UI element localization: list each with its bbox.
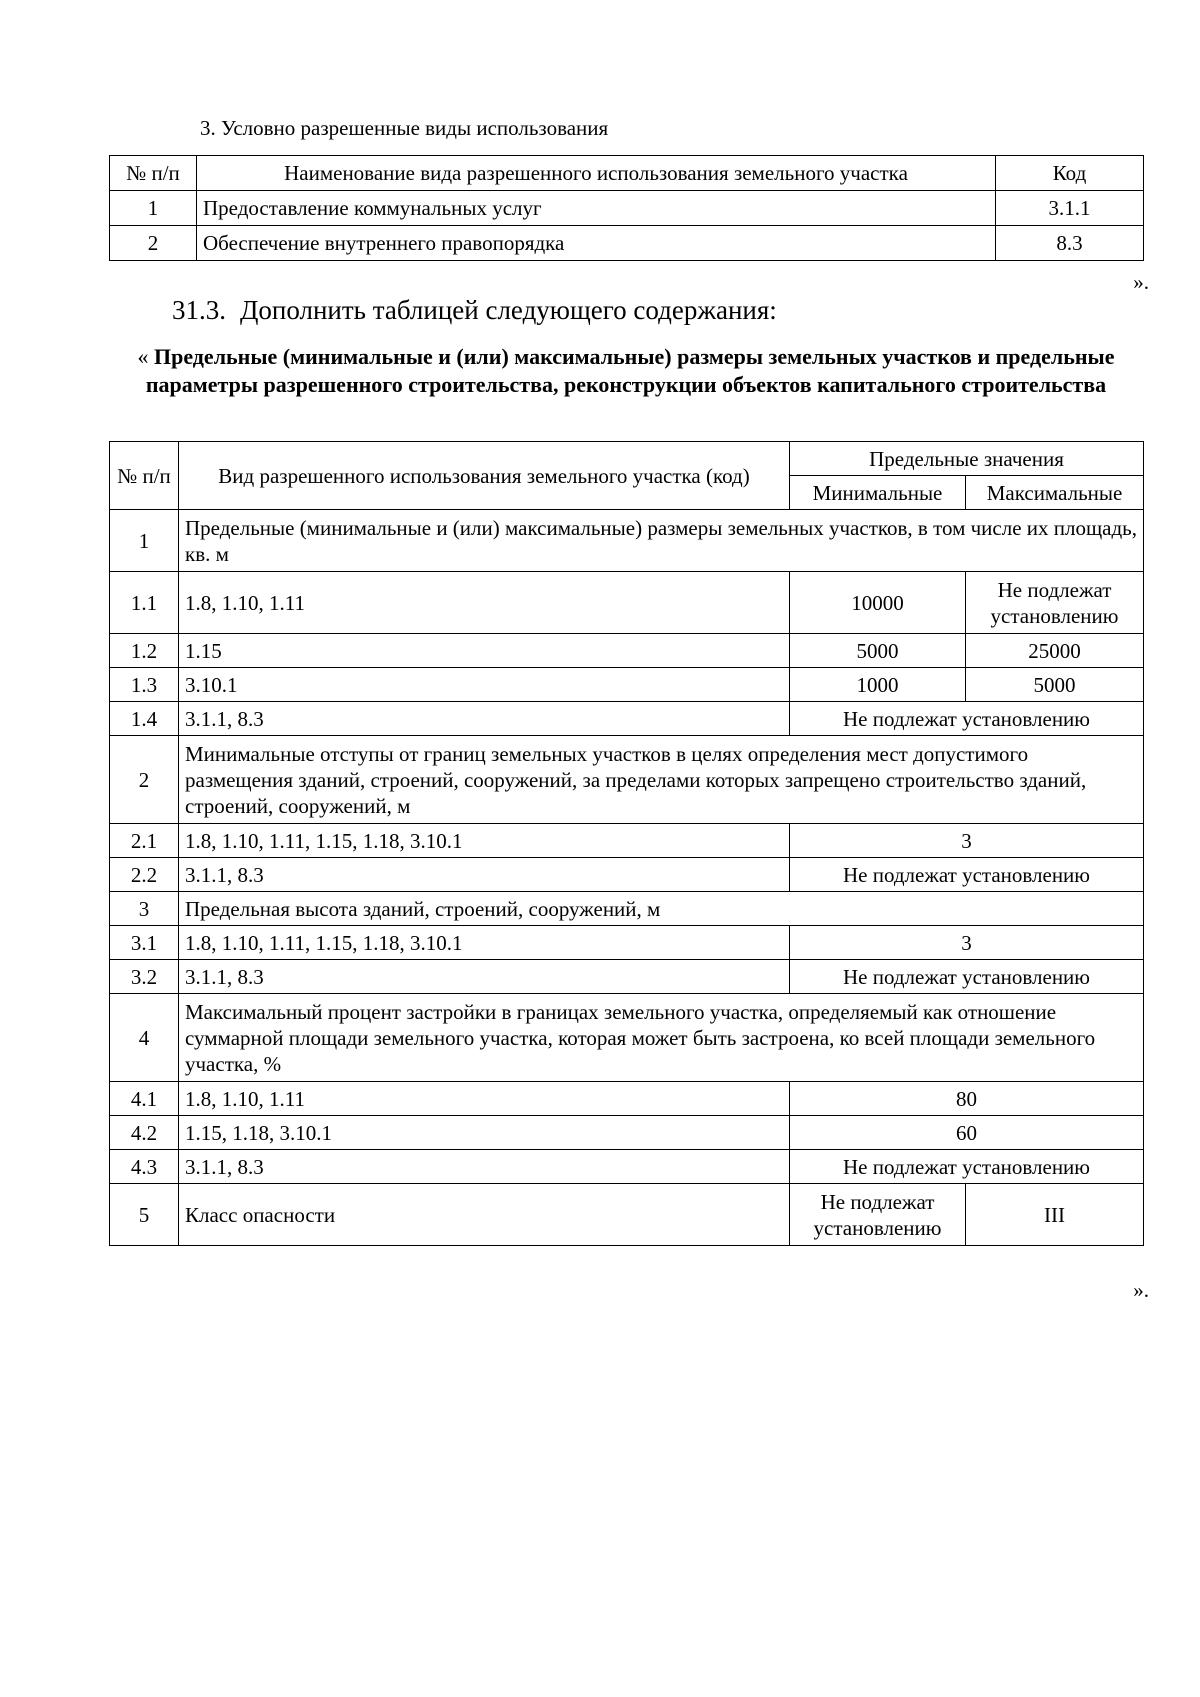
section3-title: 3. Условно разрешенные виды использования: [200, 116, 609, 140]
row-code: 3.1.1, 8.3: [179, 702, 790, 736]
row-max: III: [966, 1184, 1144, 1246]
row-code: Класс опасности: [179, 1184, 790, 1246]
row-num: 1: [110, 191, 197, 226]
row-num: 4.1: [110, 1082, 179, 1116]
row-text: Максимальный процент застройки в границах земельного участка, определяемый как отношение суммарной площади земельного участка, которая может быть застроена, ко всей площади земельного участка, %: [179, 994, 1144, 1082]
row-code: 1.8, 1.10, 1.11: [179, 572, 790, 634]
row-code: 1.15: [179, 634, 790, 668]
row-value: Не подлежат установлению: [790, 858, 1144, 892]
table-row: [110, 1082, 1144, 1116]
table-header-row: [110, 156, 1144, 191]
table-section-row: [110, 994, 1144, 1082]
row-num: 3.2: [110, 960, 179, 994]
header-code: Код: [996, 156, 1144, 191]
row-num: 1.3: [110, 668, 179, 702]
row-value: Не подлежат установлению: [790, 702, 1144, 736]
row-num: 1.2: [110, 634, 179, 668]
row-code: 3.10.1: [179, 668, 790, 702]
row-text: Минимальные отступы от границ земельных участков в целях определения мест допустимого размещения зданий, строений, сооружений, за пределами которых запрещено строительство зданий, строений, сооружений, м: [179, 736, 1144, 824]
table-row: [110, 668, 1144, 702]
header-num: № п/п: [110, 156, 197, 191]
row-name: Обеспечение внутреннего правопорядка: [197, 226, 996, 261]
limits-table: [109, 441, 1144, 1246]
row-code: 3.1.1, 8.3: [179, 1150, 790, 1184]
row-min: Не подлежат установлению: [790, 1184, 966, 1246]
table-row: [110, 1184, 1144, 1246]
row-code: 8.3: [996, 226, 1144, 261]
table-row: [110, 824, 1144, 858]
row-num: 2.1: [110, 824, 179, 858]
table-header-row: [110, 442, 1144, 476]
table-row: [110, 191, 1144, 226]
paragraph-text: Дополнить таблицей следующего содержания:: [240, 295, 777, 325]
row-text: Предельные (минимальные и (или) максимальные) размеры земельных участков, в том числе их площадь, кв. м: [179, 510, 1144, 572]
table-heading: [109, 343, 1143, 399]
closing-quote: ».: [1133, 1278, 1149, 1302]
row-num: 4.2: [110, 1116, 179, 1150]
row-value: 60: [790, 1116, 1144, 1150]
table-section-row: [110, 892, 1144, 926]
row-num: 1: [110, 510, 179, 572]
row-num: 3.1: [110, 926, 179, 960]
table-section-row: [110, 736, 1144, 824]
row-num: 1.1: [110, 572, 179, 634]
row-num: 2: [110, 226, 197, 261]
row-value: Не подлежат установлению: [790, 1150, 1144, 1184]
row-code: 3.1.1, 8.3: [179, 960, 790, 994]
header-kind: Вид разрешенного использования земельного участка (код): [179, 442, 790, 510]
header-limits: Предельные значения: [790, 442, 1144, 476]
row-num: 2.2: [110, 858, 179, 892]
row-code: 3.1.1: [996, 191, 1144, 226]
row-num: 5: [110, 1184, 179, 1246]
closing-quote: ».: [1133, 270, 1149, 294]
row-min: 5000: [790, 634, 966, 668]
row-max: 25000: [966, 634, 1144, 668]
row-num: 2: [110, 736, 179, 824]
header-min: Минимальные: [790, 476, 966, 510]
row-num: 4: [110, 994, 179, 1082]
table-row: [110, 858, 1144, 892]
row-code: 1.8, 1.10, 1.11, 1.15, 1.18, 3.10.1: [179, 926, 790, 960]
row-text: Предельная высота зданий, строений, сооружений, м: [179, 892, 1144, 926]
row-min: 1000: [790, 668, 966, 702]
table-section-row: [110, 510, 1144, 572]
row-code: 1.8, 1.10, 1.11: [179, 1082, 790, 1116]
header-num: № п/п: [110, 442, 179, 510]
row-num: 4.3: [110, 1150, 179, 1184]
row-value: 80: [790, 1082, 1144, 1116]
open-quote: «: [137, 344, 149, 369]
row-max: 5000: [966, 668, 1144, 702]
paragraph-31-3: [172, 295, 777, 326]
row-name: Предоставление коммунальных услуг: [197, 191, 996, 226]
row-code: 3.1.1, 8.3: [179, 858, 790, 892]
table-row: [110, 226, 1144, 261]
row-value: 3: [790, 824, 1144, 858]
row-value: 3: [790, 926, 1144, 960]
table-row: [110, 1116, 1144, 1150]
row-num: 3: [110, 892, 179, 926]
permitted-uses-table: [109, 155, 1144, 261]
row-num: 1.4: [110, 702, 179, 736]
row-value: Не подлежат установлению: [790, 960, 1144, 994]
heading-text: Предельные (минимальные и (или) максимальные) размеры земельных участков и предельные параметры разрешенного строительства, реконструкции объектов капитального строительства: [145, 344, 1115, 397]
row-min: 10000: [790, 572, 966, 634]
row-max: Не подлежат установлению: [966, 572, 1144, 634]
table-row: [110, 702, 1144, 736]
row-code: 1.8, 1.10, 1.11, 1.15, 1.18, 3.10.1: [179, 824, 790, 858]
table-row: [110, 960, 1144, 994]
table-row: [110, 1150, 1144, 1184]
header-name: Наименование вида разрешенного использования земельного участка: [197, 156, 996, 191]
table-row: [110, 634, 1144, 668]
table-row: [110, 926, 1144, 960]
header-max: Максимальные: [966, 476, 1144, 510]
table-row: [110, 572, 1144, 634]
paragraph-number: 31.3.: [172, 295, 226, 325]
row-code: 1.15, 1.18, 3.10.1: [179, 1116, 790, 1150]
